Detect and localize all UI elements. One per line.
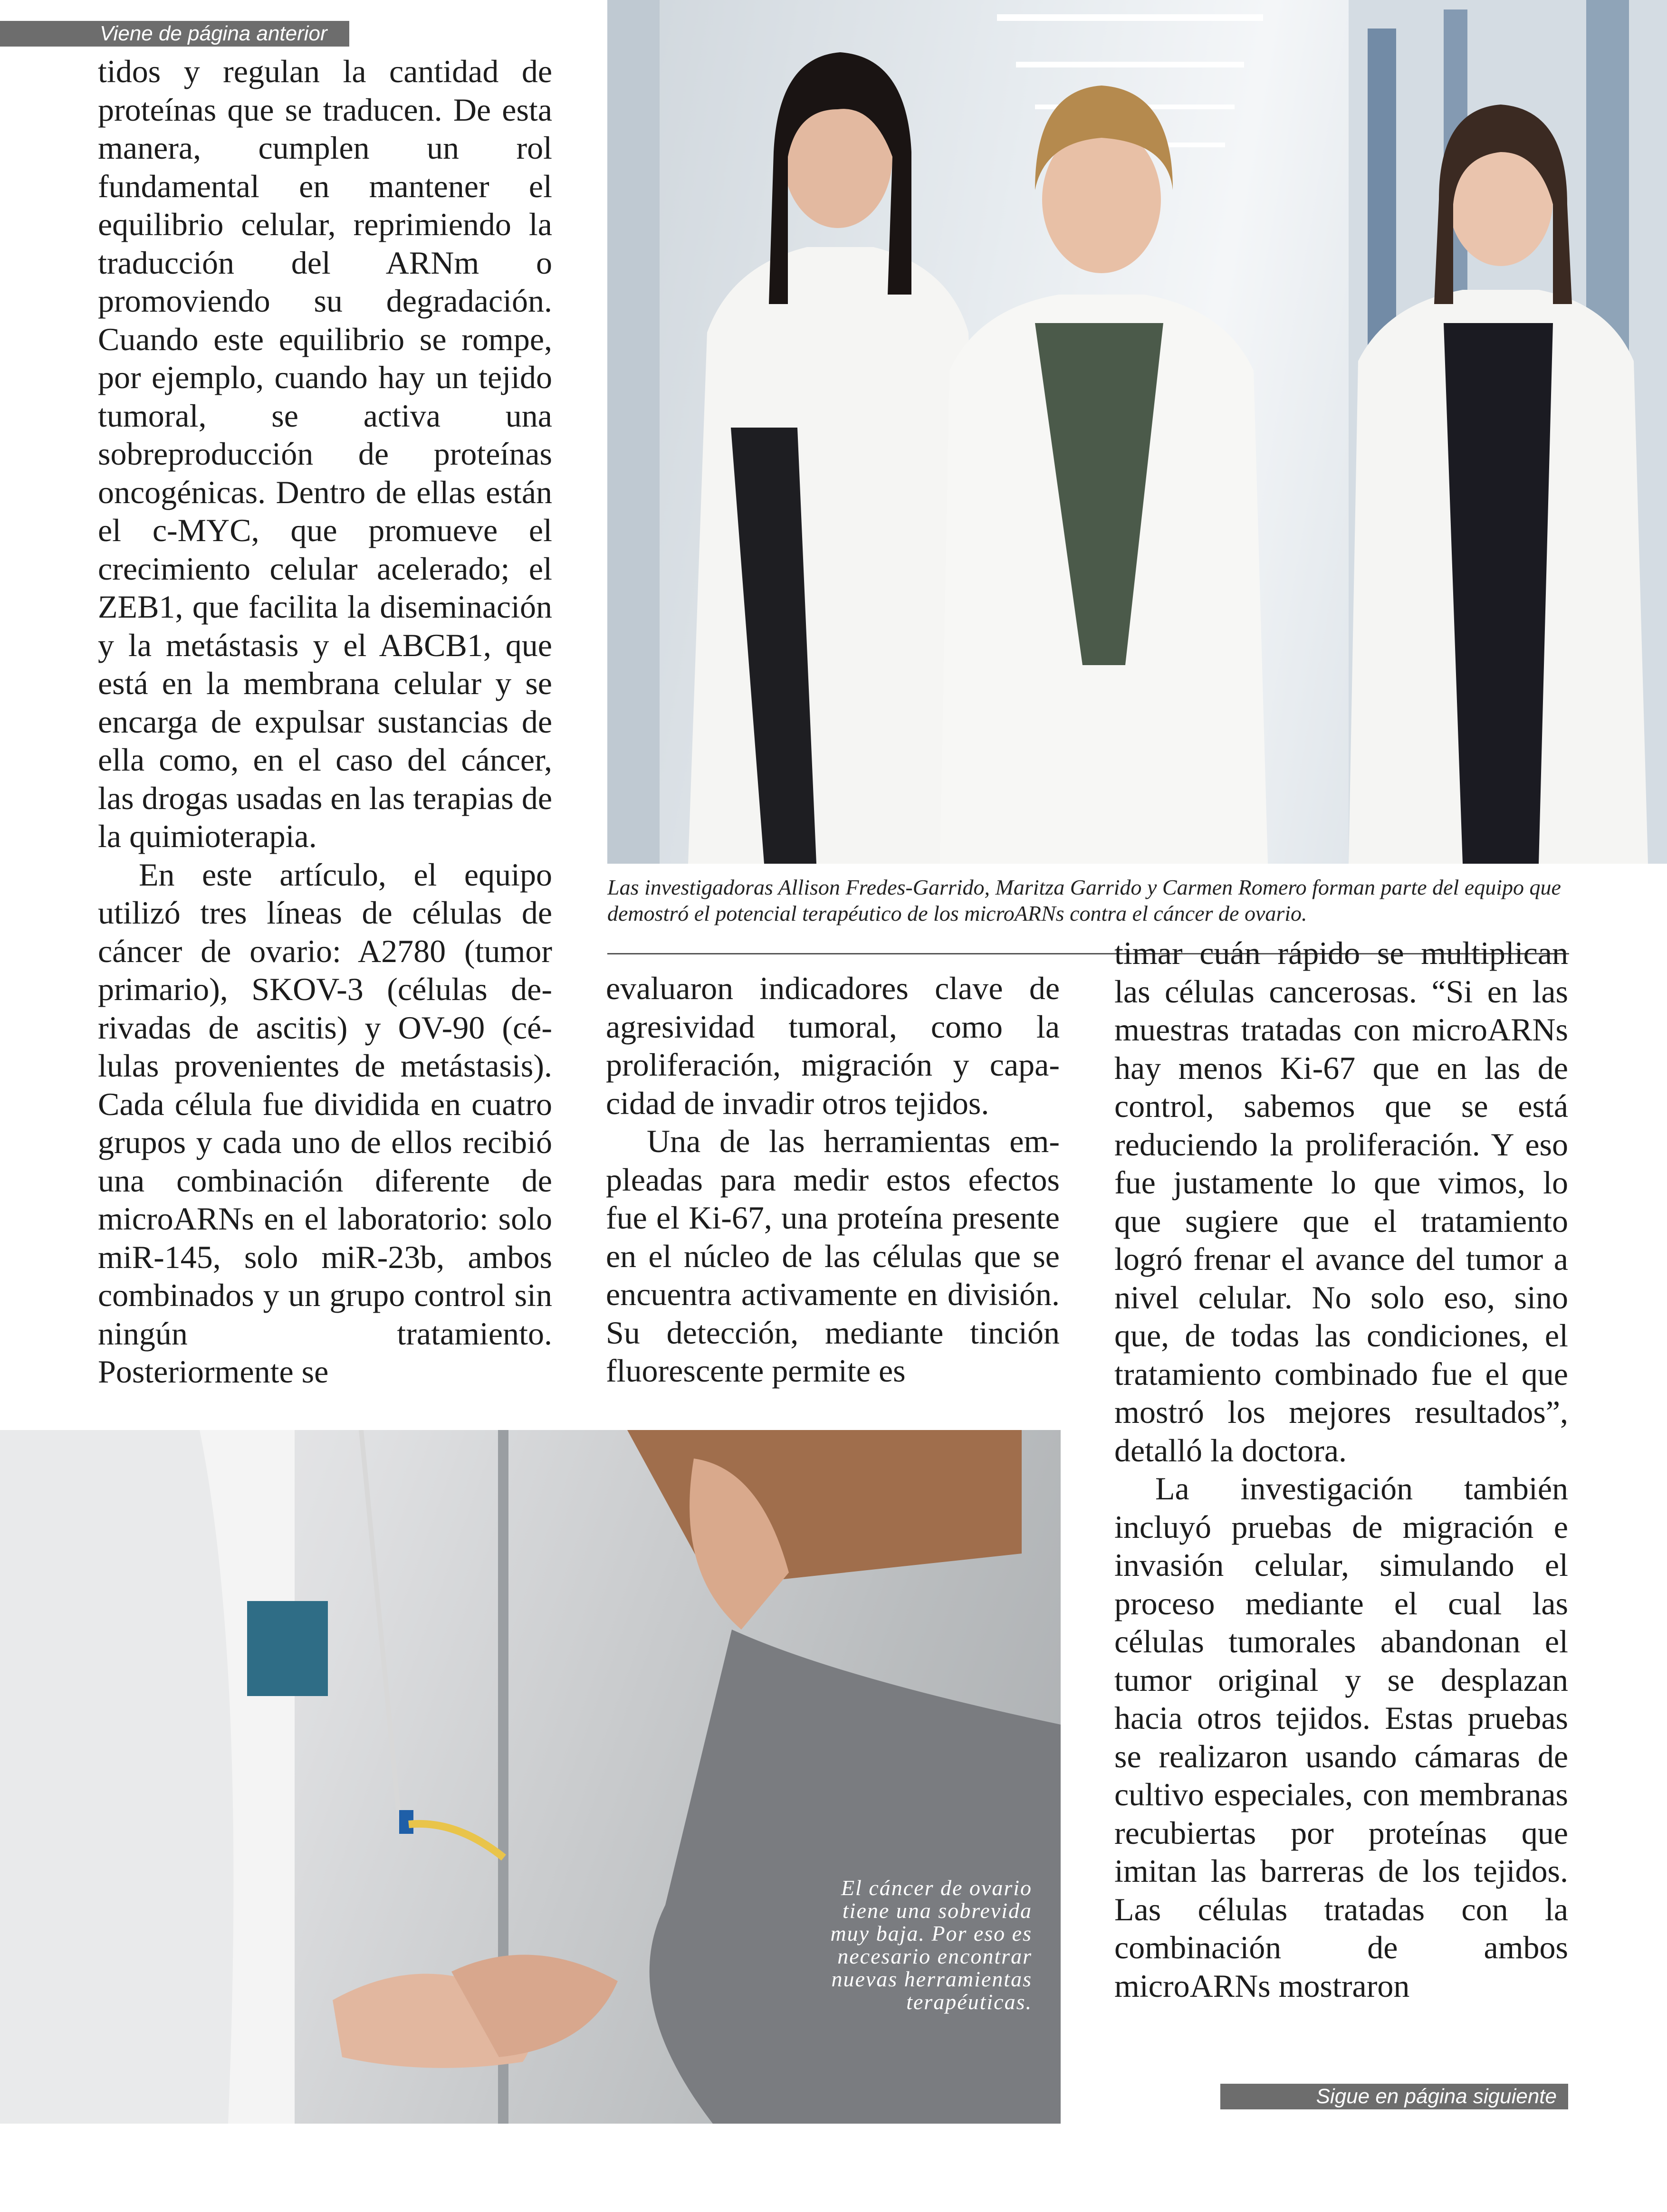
- patient-hands-illustration: [0, 1430, 1061, 2124]
- paragraph: Una de las herramientas empleadas para medir estos efectos fue el Ki-67, una proteína presente en el núcleo de las células que se encuentra activamente en división. Su detección, mediante tinción fluorescente permite es: [606, 1123, 1060, 1389]
- article-column-1: [98, 52, 552, 1391]
- article-column-2: [606, 969, 1060, 1390]
- patient-hands-caption: El cáncer de ovario tiene una sobrevida muy baja. Por eso es necesario encontrar nuevas herramientas terapéuticas.: [830, 1876, 1032, 2014]
- continues-on-label: Sigue en página siguiente: [1220, 2084, 1568, 2109]
- paragraph: tidos y regulan la cantidad de proteínas que se traducen. De esta manera, cumplen un rol fundamental en mantener el equilibrio celular, reprimiendo la traducción del ARNm o promoviendo su degradación. Cuando este equilibrio se rompe, por ejemplo, cuando hay un tejido tumoral, se activa una sobreproducción de proteínas oncogénicas. Dentro de ellas están el c-MYC, que promueve el crecimiento celular acelerado; el ZEB1, que facilita la diseminación y la metástasis y el ABCB1, que está en la membrana celular y se encarga de expulsar sustancias de ella como, en el caso del cáncer, las drogas usadas en las terapias de la quimioterapia.: [98, 53, 552, 854]
- paragraph: En este artículo, el equipo utilizó tres líneas de células de cáncer de ovario: A2780 (tumor primario), SKOV-3 (células derivadas de ascitis) y OV-90 (células provenientes de metástasis). Cada célula fue dividida en cuatro grupos y cada uno de ellos recibió una combinación diferente de microARNs en el laboratorio: solo miR-145, solo miR-23b, ambos combinados y un grupo control sin ningún tratamiento. Posteriormente se: [98, 856, 552, 1390]
- paragraph: timar cuán rápido se multiplican las células cancerosas. “Si en las muestras tratadas con microARNs hay menos Ki-67 que en las de control, sabemos que se está reduciendo la proliferación. Y eso fue justamente lo que vimos, lo que sugiere que el tratamiento logró frenar el avance del tumor a nivel celular. No solo eso, sino que, de todas las condiciones, el tratamiento combinado fue el que mostró los mejores resultados”, detalló la doctora.: [1114, 935, 1568, 1468]
- patient-hands-photo: [0, 1430, 1061, 2124]
- paragraph: La investigación también incluyó pruebas de migración e invasión celular, simulando el proceso mediante el cual las células tumorales abandonan el tumor original y se desplazan hacia otros tejidos. Estas pruebas se realizaron usando cámaras de cultivo especiales, con membranas recubiertas por proteínas que imitan las barreras de los tejidos. Las células tratadas con la combinación de ambos microARNs mostraron: [1114, 1470, 1568, 2004]
- researchers-illustration: [607, 0, 1667, 864]
- researchers-photo-caption: Las investigadoras Allison Fredes-Garrido, Maritza Garrido y Carmen Romero forman parte del equipo que demostró el potencial terapéutico de los microARNs contra el cáncer de ovario.: [607, 875, 1561, 925]
- article-column-3: [1114, 934, 1568, 2005]
- continued-from-label: Viene de página anterior: [0, 21, 349, 47]
- paragraph: evaluaron indicadores clave de agresividad tumoral, como la proliferación, migración y capacidad de invadir otros tejidos.: [606, 970, 1060, 1121]
- researchers-photo: [607, 0, 1667, 864]
